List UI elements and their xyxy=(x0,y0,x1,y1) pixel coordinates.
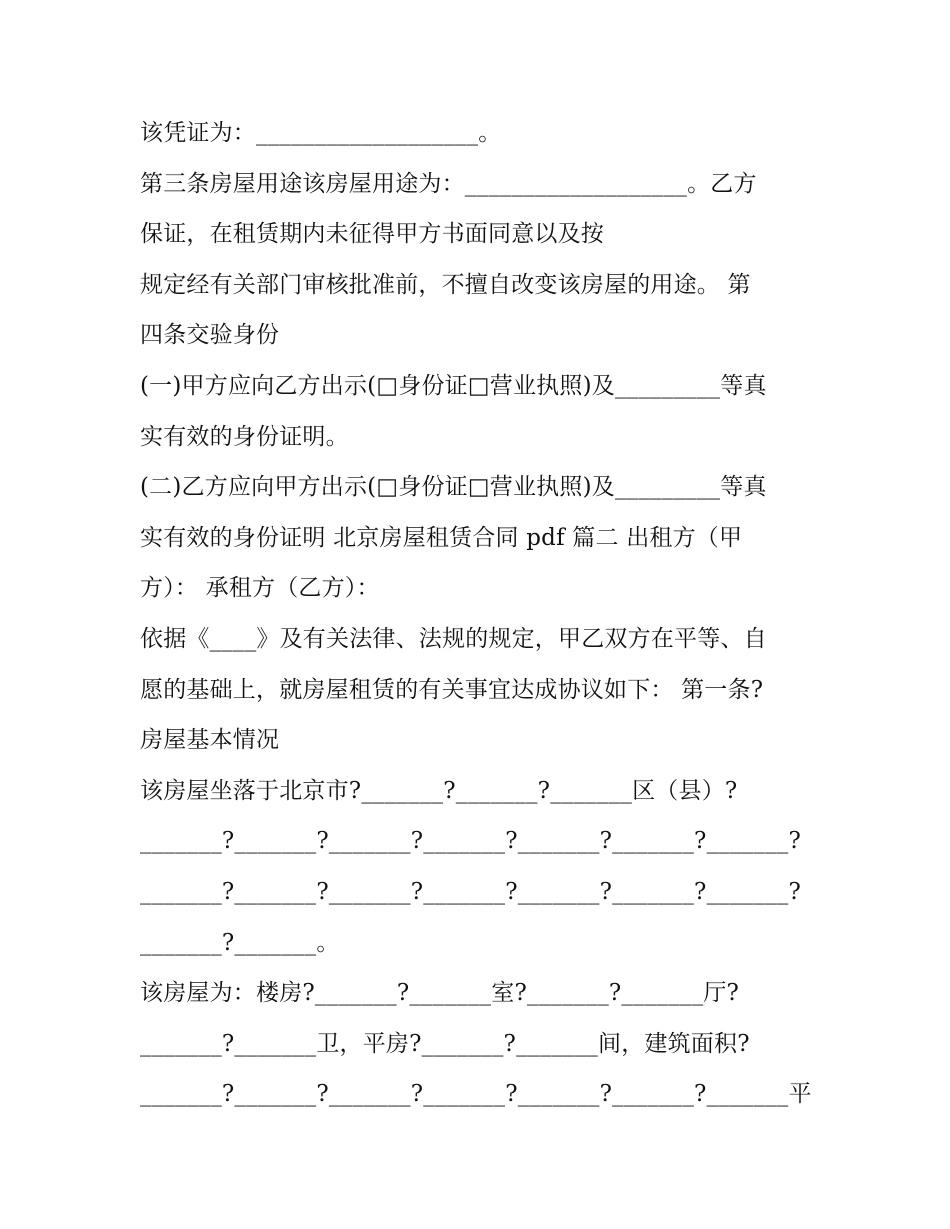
text-line: 保证，在租赁期内未征得甲方书面同意以及按 xyxy=(140,221,604,248)
text-line: _______?_______?_______?_______?_______?_______?_______? xyxy=(140,828,802,855)
text-line: 方）： 承租方（乙方）： xyxy=(140,575,380,602)
text-line: 房屋基本情况 xyxy=(140,727,280,754)
text-line: 依据《____》及有关法律、法规的规定，甲乙双方在平等、自 xyxy=(140,625,767,652)
text-line: 实有效的身份证明 北京房屋租赁合同 pdf 篇二 出租方（甲 xyxy=(140,524,743,551)
text-line: _______?_______卫，平房?_______?_______间，建筑面积? xyxy=(140,1030,750,1057)
text-line: 该房屋坐落于北京市?_______?_______?_______区（县）? xyxy=(140,777,738,804)
text-line: (二)乙方应向甲方出示(□身份证□营业执照)及_________等真 xyxy=(140,474,767,501)
text-line: 四条交验身份 xyxy=(140,322,280,349)
text-line: 规定经有关部门审核批准前，不擅自改变该房屋的用途。 第 xyxy=(140,271,751,298)
document-body xyxy=(140,108,820,1120)
text-line: _______?_______。 xyxy=(140,929,340,956)
text-line: _______?_______?_______?_______?_______?_______?_______平 xyxy=(140,1081,812,1108)
text-line: _______?_______?_______?_______?_______?_______?_______? xyxy=(140,878,802,905)
text-line: (一)甲方应向乙方出示(□身份证□营业执照)及_________等真 xyxy=(140,372,767,399)
text-line: 第三条房屋用途该房屋用途为：___________________。乙方 xyxy=(140,170,757,197)
text-line: 实有效的身份证明。 xyxy=(140,423,349,450)
text-line: 愿的基础上，就房屋租赁的有关事宜达成协议如下： 第一条? xyxy=(140,676,764,703)
text-line: 该房屋为：楼房?_______?_______室?_______?_______厅? xyxy=(140,980,740,1007)
text-line: 该凭证为：___________________。 xyxy=(140,120,502,146)
